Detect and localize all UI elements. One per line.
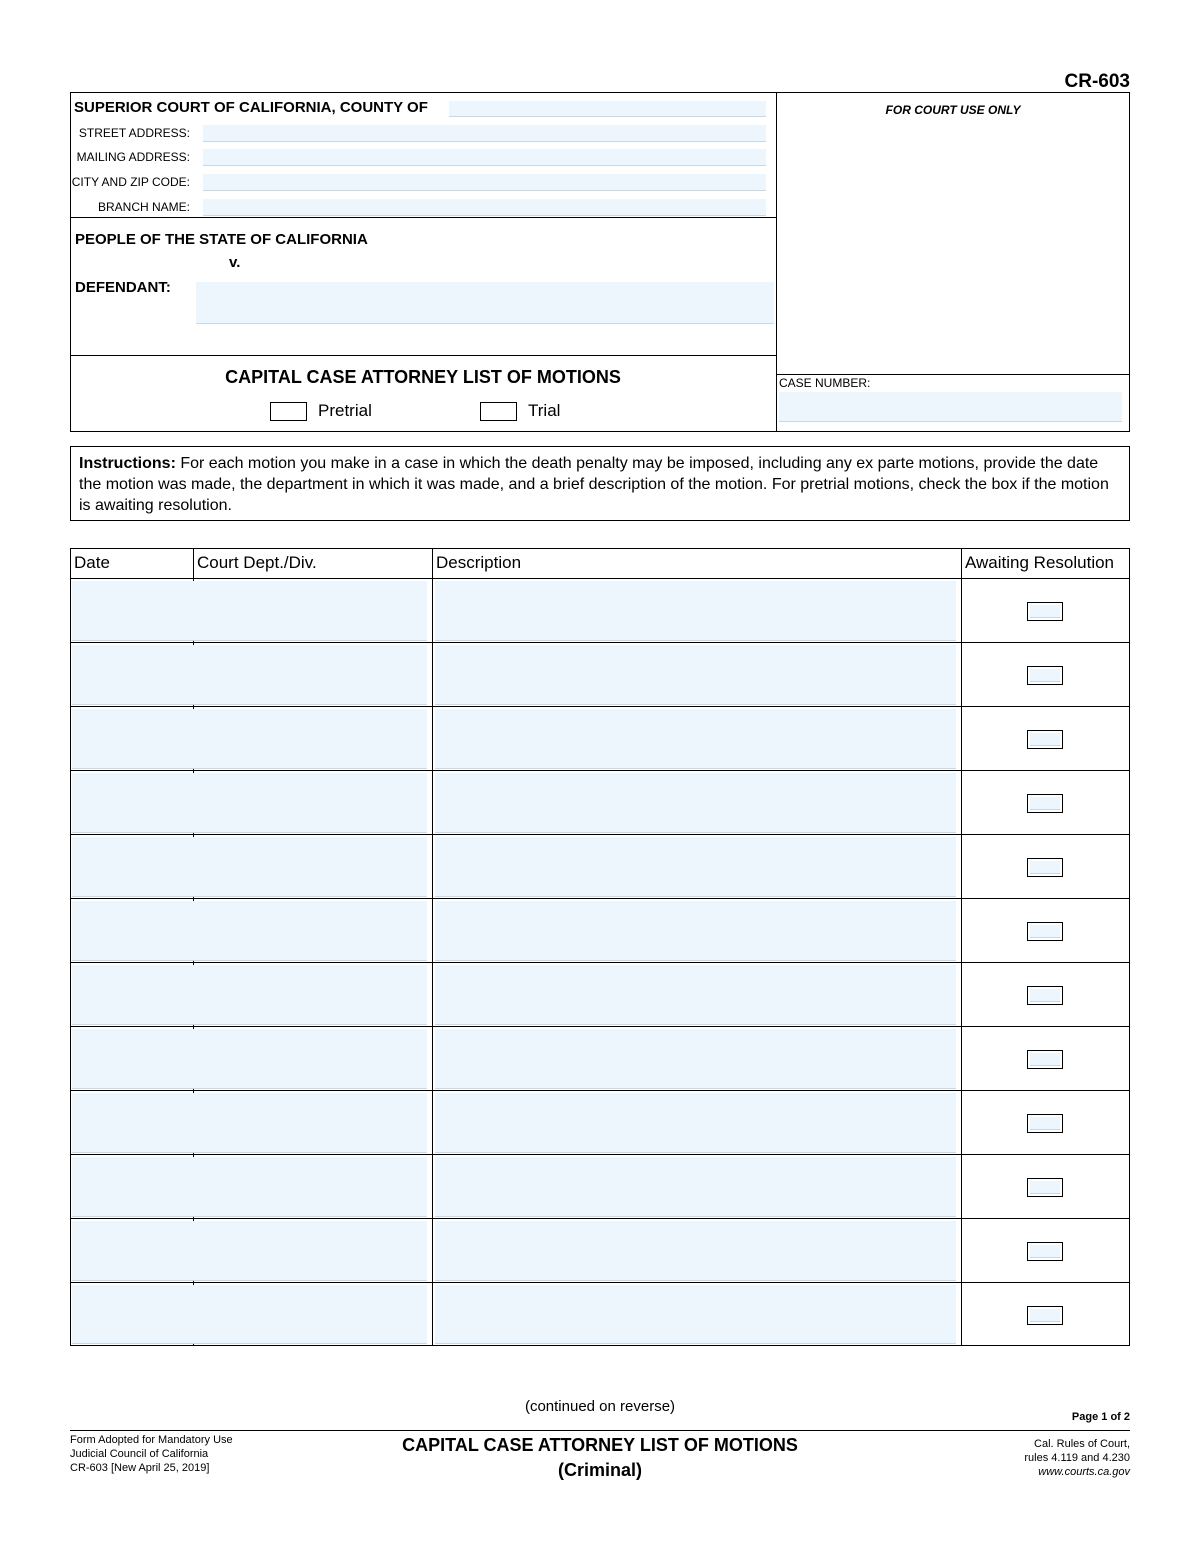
description-input[interactable] <box>435 837 956 897</box>
city-zip-label: CITY AND ZIP CODE: <box>71 175 190 189</box>
rules-line: Cal. Rules of Court, <box>1034 1438 1130 1450</box>
defendant-label: DEFENDANT: <box>75 279 171 296</box>
table-row <box>70 963 1130 1027</box>
court-dept-input[interactable] <box>196 837 427 897</box>
table-row <box>70 835 1130 899</box>
description-input[interactable] <box>435 1093 956 1153</box>
awaiting-resolution-checkbox[interactable] <box>1027 1050 1063 1069</box>
court-dept-input[interactable] <box>196 645 427 705</box>
page-number: Page 1 of 2 <box>1071 1411 1130 1423</box>
adoption-line: Form Adopted for Mandatory Use <box>70 1434 233 1446</box>
continued-note: (continued on reverse) <box>524 1398 676 1415</box>
awaiting-resolution-checkbox[interactable] <box>1027 730 1063 749</box>
people-caption: PEOPLE OF THE STATE OF CALIFORNIA <box>75 231 368 248</box>
table-row <box>70 643 1130 707</box>
trial-checkbox[interactable] <box>480 402 517 421</box>
instructions-box <box>70 446 1130 521</box>
description-input[interactable] <box>435 645 956 705</box>
court-dept-input[interactable] <box>196 965 427 1025</box>
adoption-block <box>70 1433 233 1475</box>
footer-title-block <box>300 1433 900 1483</box>
footer-title: CAPITAL CASE ATTORNEY LIST OF MOTIONS <box>402 1435 798 1455</box>
form-number: CR-603 <box>1064 71 1130 92</box>
county-input[interactable] <box>449 101 766 117</box>
court-dept-input[interactable] <box>196 773 427 833</box>
rules-block <box>930 1437 1130 1479</box>
awaiting-resolution-checkbox[interactable] <box>1027 922 1063 941</box>
table-row <box>70 1155 1130 1219</box>
website-link[interactable]: www.courts.ca.gov <box>1038 1466 1130 1478</box>
footer-rule <box>70 1430 1130 1431</box>
awaiting-resolution-checkbox[interactable] <box>1027 602 1063 621</box>
case-number-input[interactable] <box>779 392 1122 422</box>
city-zip-input[interactable] <box>203 174 766 191</box>
court-section-divider <box>70 217 776 218</box>
adoption-line: Judicial Council of California <box>70 1448 209 1460</box>
court-dept-input[interactable] <box>196 1157 427 1217</box>
description-input[interactable] <box>435 1285 956 1344</box>
table-row <box>70 579 1130 643</box>
awaiting-resolution-checkbox[interactable] <box>1027 1242 1063 1261</box>
description-input[interactable] <box>435 1221 956 1281</box>
court-dept-input[interactable] <box>196 1029 427 1089</box>
description-input[interactable] <box>435 709 956 769</box>
header-awaiting-resolution: Awaiting Resolution <box>965 553 1114 572</box>
court-title: SUPERIOR COURT OF CALIFORNIA, COUNTY OF <box>74 99 428 116</box>
header-description: Description <box>436 553 522 572</box>
branch-name-label: BRANCH NAME: <box>97 200 190 214</box>
rules-line: rules 4.119 and 4.230 <box>1024 1452 1130 1464</box>
case-number-divider <box>776 374 1130 375</box>
parties-section-divider <box>70 355 776 356</box>
versus-label: v. <box>229 254 241 271</box>
table-row <box>70 707 1130 771</box>
form-title: CAPITAL CASE ATTORNEY LIST OF MOTIONS <box>225 367 621 387</box>
pretrial-label: Pretrial <box>318 401 372 420</box>
footer-subtitle: (Criminal) <box>557 1460 642 1480</box>
court-dept-input[interactable] <box>196 709 427 769</box>
mailing-address-label: MAILING ADDRESS: <box>76 150 190 164</box>
awaiting-resolution-checkbox[interactable] <box>1027 666 1063 685</box>
court-dept-input[interactable] <box>196 1285 427 1344</box>
description-input[interactable] <box>435 1157 956 1217</box>
description-input[interactable] <box>435 965 956 1025</box>
mailing-address-input[interactable] <box>203 149 766 166</box>
awaiting-resolution-checkbox[interactable] <box>1027 1114 1063 1133</box>
street-address-label: STREET ADDRESS: <box>78 126 190 140</box>
description-input[interactable] <box>435 581 956 641</box>
description-input[interactable] <box>435 1029 956 1089</box>
adoption-line: CR-603 [New April 25, 2019] <box>70 1462 210 1474</box>
court-dept-input[interactable] <box>196 1093 427 1153</box>
pretrial-checkbox[interactable] <box>270 402 307 421</box>
defendant-input[interactable] <box>196 282 774 324</box>
table-row <box>70 1283 1130 1346</box>
court-dept-input[interactable] <box>196 581 427 641</box>
awaiting-resolution-checkbox[interactable] <box>1027 986 1063 1005</box>
table-row <box>70 771 1130 835</box>
header-date: Date <box>74 553 110 572</box>
table-row <box>70 1027 1130 1091</box>
court-dept-input[interactable] <box>196 1221 427 1281</box>
court-dept-input[interactable] <box>196 901 427 961</box>
court-use-label: FOR COURT USE ONLY <box>885 103 1021 117</box>
awaiting-resolution-checkbox[interactable] <box>1027 1306 1063 1325</box>
description-input[interactable] <box>435 901 956 961</box>
branch-name-input[interactable] <box>203 199 766 216</box>
table-row <box>70 899 1130 963</box>
caption-divider <box>776 92 777 432</box>
trial-label: Trial <box>528 401 561 420</box>
table-row <box>70 1219 1130 1283</box>
description-input[interactable] <box>435 773 956 833</box>
instructions-text: For each motion you make in a case in which the death penalty may be imposed, including any ex parte motions, provide the date the motion was made, the department in which it was made, and a brief description of the motion. For pretrial motions, check the box if the motion is awaiting resolution. <box>79 455 1109 514</box>
table-row <box>70 1091 1130 1155</box>
awaiting-resolution-checkbox[interactable] <box>1027 858 1063 877</box>
header-court-dept: Court Dept./Div. <box>197 553 317 572</box>
awaiting-resolution-checkbox[interactable] <box>1027 794 1063 813</box>
case-number-label: CASE NUMBER: <box>779 376 871 390</box>
street-address-input[interactable] <box>203 125 766 142</box>
instructions-lead: Instructions: <box>79 455 176 472</box>
awaiting-resolution-checkbox[interactable] <box>1027 1178 1063 1197</box>
